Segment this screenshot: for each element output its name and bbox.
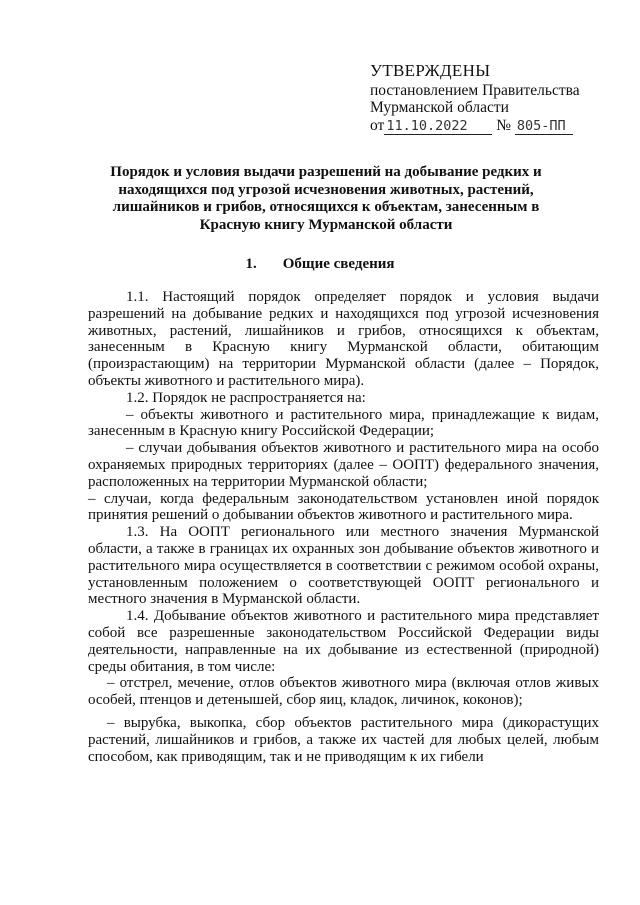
approval-stamp [370, 62, 610, 135]
paragraph-1-3: 1.3. На ООПТ регионального или местного значения Мурманской области, а также в границах их охранных зон добывание объектов животного и растительного мира осуществляется в соответствии с режимом особой охраны, установленным положением о соответствующей ООПТ регионального и местного значения в Мурманской области. [88, 524, 599, 608]
section-number: 1. [245, 256, 257, 272]
approval-date-number-row [370, 117, 610, 135]
approval-heading: УТВЕРЖДЕНЫ [370, 61, 491, 80]
approval-date: 11.10.2022 [384, 119, 492, 135]
paragraph-1-1: 1.1. Настоящий порядок определяет порядок и условия выдачи разрешений на добывание редких и находящихся под угрозой исчезновения животных, растений, лишайников и грибов, относящихся к объектам, занесенным в Красную книгу Мурманской области, обитающим (произрастающим) на территории Мурманской области (далее – Порядок, объекты животного и растительного мира). [88, 289, 599, 389]
date-prefix: от [370, 117, 385, 134]
list-item-activity-2: – вырубка, выкопка, сбор объектов растительного мира (дикорастущих растений, лишайников и грибов, а также их частей для любых целей, любым способом, как приводящим, так и не приводящим к их гибели [88, 714, 599, 765]
section-heading [0, 256, 640, 273]
paragraph-1-2: 1.2. Порядок не распространяется на: [126, 389, 366, 406]
number-prefix: № [496, 117, 511, 134]
list-item-activity-1: – отстрел, мечение, отлов объектов животного мира (включая отлов живых особей, птенцов и детенышей, сбор яиц, кладок, личинок, коконов); [88, 675, 599, 709]
approval-line-2: Мурманской области [370, 99, 509, 116]
document-body [88, 289, 599, 765]
list-item-exception-3: – случаи, когда федеральным законодательством установлен иной порядок принятия решений о добывании объектов животного и растительного мира. [88, 490, 599, 524]
list-item-exception-2: – случаи добывания объектов животного и растительного мира на особо охраняемых природных территориях (далее – ООПТ) федерального значения, расположенных на территории Мурманской области; [88, 440, 599, 490]
paragraph-1-4: 1.4. Добывание объектов животного и растительного мира представляет собой все разрешенные законодательством Российской Федерации виды деятельности, направленные на их добывание из естественной (природной) среды обитания, в том числе: [88, 608, 599, 675]
document-title: Порядок и условия выдачи разрешений на добывание редких и находящихся под угрозой исчезновения животных, растений, лишайников и грибов, относящихся к объектам, занесенным в Красную книгу Мурманской области [110, 164, 542, 233]
approval-number: 805-ПП [515, 119, 573, 135]
list-item-exception-1: – объекты животного и растительного мира, принадлежащие к видам, занесенным в Красную книгу Российской Федерации; [88, 406, 599, 440]
section-name: Общие сведения [282, 256, 395, 272]
approval-line-1: постановлением Правительства [370, 82, 580, 99]
